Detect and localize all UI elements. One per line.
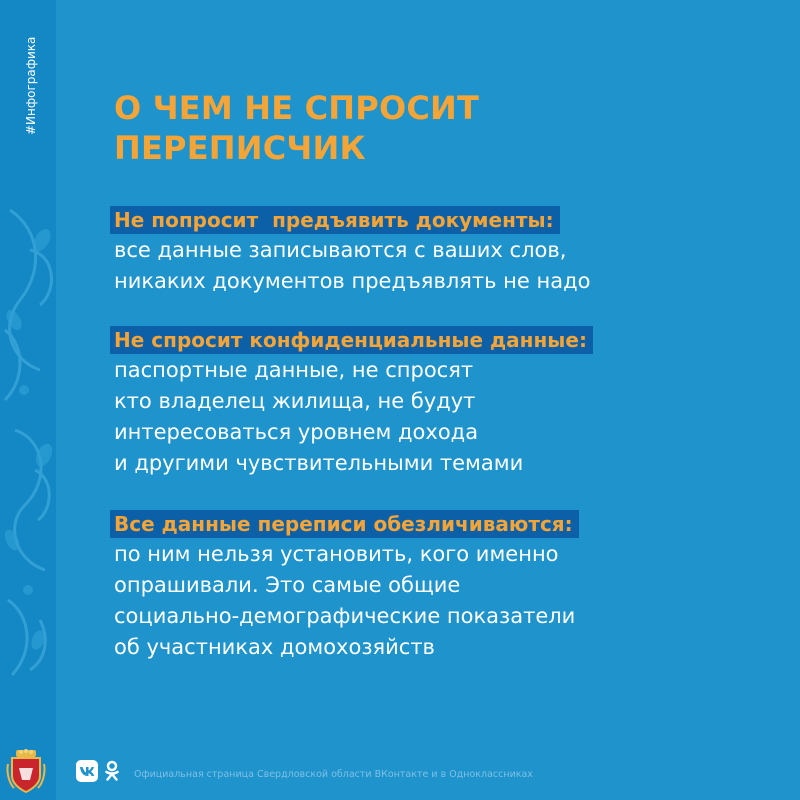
title-line-1: О ЧЕМ НЕ СПРОСИТ [114, 89, 480, 127]
body-line: и другими чувствительными темами [114, 451, 524, 475]
side-ornament-strip [0, 0, 56, 800]
title-line-2: ПЕРЕПИСЧИК [114, 129, 366, 167]
body-line: паспортные данные, не спросят [114, 358, 474, 382]
body-line: опрашивали. Это самые общие [114, 573, 461, 597]
body-line: все данные записываются с ваших слов, [114, 238, 567, 262]
block-heading: Не попросит предъявить документы: [110, 206, 560, 234]
block-body [110, 539, 750, 663]
ok-icon[interactable] [104, 760, 120, 782]
body-line: об участниках домохозяйств [114, 635, 435, 659]
body-line: интересоваться уровнем дохода [114, 420, 479, 444]
body-line: социально-демографические показатели [114, 604, 576, 628]
page-title [114, 88, 714, 168]
footer [0, 740, 800, 800]
crest-icon [6, 748, 46, 794]
block-body [110, 355, 750, 479]
block-heading: Все данные переписи обезличиваются: [110, 510, 579, 538]
body-line: никаких документов предъявлять не надо [114, 269, 591, 293]
block-heading: Не спросит конфиденциальные данные: [110, 326, 593, 354]
vk-icon[interactable] [76, 760, 98, 782]
info-block-documents [110, 206, 750, 297]
block-body [110, 235, 750, 297]
hashtag-label: #Инфографика [24, 36, 38, 135]
info-block-confidential [110, 326, 750, 479]
body-line: кто владелец жилища, не будут [114, 389, 476, 413]
info-block-anonymized [110, 510, 750, 663]
body-line: по ним нельзя установить, кого именно [114, 542, 559, 566]
footer-caption: Официальная страница Свердловской области ВКонтакте и в Одноклассниках [134, 769, 533, 780]
